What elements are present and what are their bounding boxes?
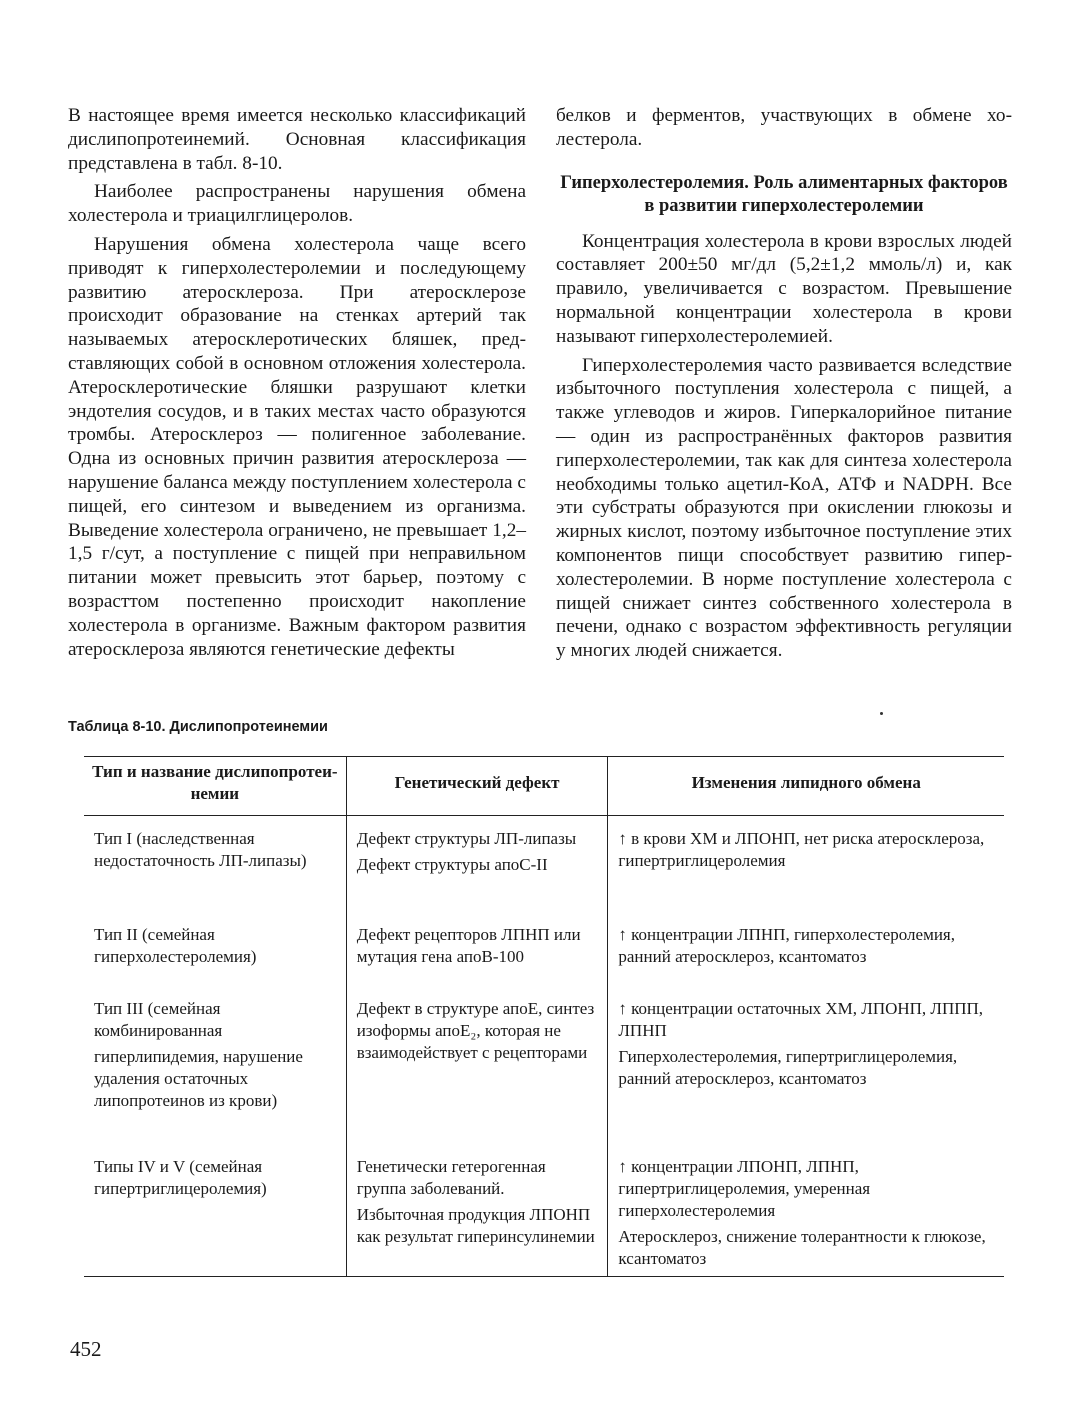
- cell-text: Тип I (наследственная недостаточность ЛП-липазы): [94, 829, 307, 870]
- cell-type: [84, 912, 346, 986]
- paragraph: В настоящее время имеется несколько классификаций дислипопротеинемий. Основная классификация представлена в табл. 8-10.: [68, 105, 526, 174]
- cell-text: ↑ в крови ХМ и ЛПОНП, нет риска атеросклероза, гипертриглицеролемия: [618, 829, 985, 870]
- cell-text: Избыточная продукция ЛПОНП как результат гиперинсулинемии: [356, 1205, 595, 1246]
- cell-text: ↑ концентрации ЛПОНП, ЛПНП, гипертриглицеролемия, умеренная гиперхолестеролемия: [618, 1157, 871, 1220]
- section-heading: Гиперхолестеролемия. Роль алиментарных факторов в развитии гиперхолестеролемии: [560, 172, 1008, 216]
- paragraph: Наиболее распространены нарушения обмена холестерола и триацилглицеролов.: [68, 181, 526, 227]
- page-number: 452: [70, 1337, 102, 1361]
- cell-text: Тип II (семейная гиперхолестеролемия): [94, 925, 257, 966]
- print-speck: [880, 712, 883, 715]
- cell-changes: [608, 912, 1004, 986]
- table-row: [84, 912, 1004, 986]
- column-header-changes: Изменения липидного обмена: [608, 757, 1004, 816]
- dyslipoproteinemia-table: [84, 756, 1004, 1277]
- cell-text: Дефект в структуре апоЕ, синтез изоформы апоЕ₂, которая не взаимодействует с рецепторами: [356, 999, 595, 1062]
- cell-defect: [346, 1144, 608, 1277]
- paragraph: Нарушения обмена холестерола чаще всего приводят к гиперхолестеролемии и последующему развитию атеросклероза. При атеросклерозе происходит образование на стенках артерий так называемых атеросклеротических бляшек, представляющих собой в основном отложения холестерола. Атеросклеротические бляшки разрушают клетки эндотелия сосудов, и в таких местах часто образуются тромбы. Атеросклероз — полигенное заболевание. Одна из основных причин развития атеросклероза — нарушение баланса между поступлением холестерола с пищей, его синтезом и выведением из организма. Выведение холестерола ограничено, не превышает 1,2–1,5 г/сут, а поступление с пищей при неправильном питании может превысить этот барьер, поэтому с возрасттом постепенно происходит накопление холестерола в организме. Важным фактором развития атеросклероза являются генетические дефекты: [68, 233, 526, 660]
- cell-text: Дефект структуры апоС-II: [356, 855, 548, 874]
- cell-text: ↑ концентрации остаточных ХМ, ЛПОНП, ЛППП, ЛПНП: [618, 999, 984, 1040]
- table-row: [84, 1144, 1004, 1277]
- cell-defect: [346, 986, 608, 1144]
- cell-changes: [608, 816, 1004, 913]
- cell-changes: [608, 1144, 1004, 1277]
- table-caption: Таблица 8-10. Дислипопротеинемии: [68, 719, 328, 735]
- cell-text: Тип III (семейная комбинированная: [94, 999, 223, 1040]
- cell-type: [84, 986, 346, 1144]
- paragraph: Гиперхолестеролемия часто развивается вследствие избыточного поступления холестерола с пищей, а также углеводов и жиров. Гиперкалорийное питание — один из распространённых факторов развития гиперхолестеролемии, так как для синтеза холестерола необходимы только ацетил-КоА, АТФ и NADPH. Все эти субстраты образуются при окислении глюкозы и жирных кислот, поэтому избыточное поступление этих компонентов пищи способствует развитию гиперхолестеролемии. В норме поступление холестерола с пищей снижает синтез собственного холестерола в печени, однако с возрастом эффективность регуляции у многих людей снижается.: [556, 354, 1012, 662]
- column-header-type: Тип и название дислипопротеинемии: [84, 757, 346, 816]
- cell-text: Атеросклероз, снижение толерантности к глюкозе, ксантоматоз: [618, 1227, 986, 1268]
- cell-text: ↑ концентрации ЛПНП, гиперхолестеролемия, ранний атеросклероз, ксантоматоз: [618, 925, 956, 966]
- column-header-defect: Генетический дефект: [346, 757, 608, 816]
- table-row: [84, 986, 1004, 1144]
- table-row: [84, 816, 1004, 913]
- cell-type: [84, 816, 346, 913]
- cell-defect: [346, 912, 608, 986]
- cell-type: [84, 1144, 346, 1277]
- paragraph: белков и ферментов, участвующих в обмене холестерола.: [556, 105, 1012, 150]
- cell-defect: [346, 816, 608, 913]
- cell-text: Дефект рецепторов ЛПНП или мутация гена апоВ-100: [356, 925, 581, 966]
- cell-text: гиперлипидемия, нарушение удаления остаточных липопротеинов из крови): [94, 1047, 303, 1110]
- paragraph: Концентрация холестерола в крови взрослых людей составляет 200±50 мг/дл (5,2±1,2 ммоль/л) и, как правило, увеличивается с возрастом. Превышение нормальной концентрации холестерола в крови называют гиперхолестеролемией.: [556, 230, 1012, 347]
- cell-text: Гиперхолестеролемия, гипертриглицеролемия, ранний атеросклероз, ксантоматоз: [618, 1047, 958, 1088]
- left-text-column: [68, 104, 526, 666]
- right-text-column: [556, 104, 1012, 668]
- cell-text: Генетически гетерогенная группа заболеваний.: [356, 1157, 546, 1198]
- cell-text: Типы IV и V (семейная гипертриглицеролемия): [94, 1157, 267, 1198]
- cell-changes: [608, 986, 1004, 1144]
- table-header-row: [84, 757, 1004, 816]
- cell-text: Дефект структуры ЛП-липазы: [356, 829, 577, 848]
